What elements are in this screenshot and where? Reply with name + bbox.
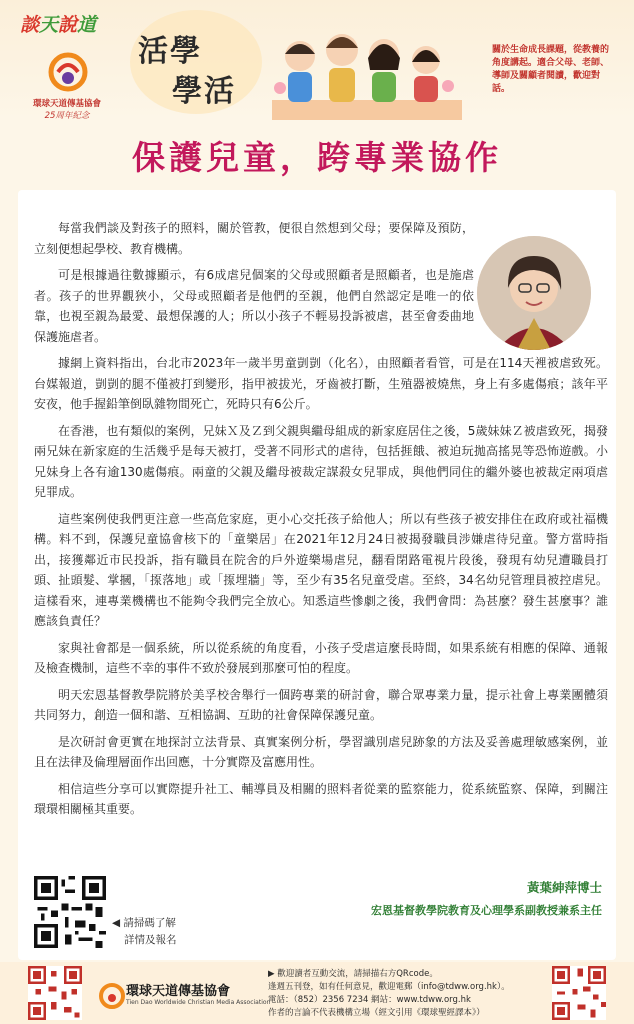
article-paragraph: 在香港，也有類似的案例，兄妹Ｘ及Ｚ到父親與繼母組成的新家庭居住之後，5歲妹妹Ｚ被虐致死，揭發兩兄妹在新家庭的生活幾乎是每天被打，受著不同形式的虐待，包括捱餓、被迫玩拋高搖晃等恐怖遊戲。小兄妹身上各有逾130處傷痕。兩童的父親及繼母被裁定謀殺女兒罪成，與他們同住的繼外婆也被裁定兩項虐兒罪成。 bbox=[34, 423, 608, 499]
registration-qr-code[interactable] bbox=[34, 876, 106, 948]
footer-org-name: 環球天道傳基協會 bbox=[126, 984, 231, 999]
article-paragraph: 這些案例使我們更注意一些高危家庭，更小心交托孩子給他人；所以有些孩子被安排住在政府或社福機構。料不到，保護兒童協會核下的「童樂居」在2021年12月24日被揭發職員涉嫌虐待兒童。警方當時指出，接獲鄰近市民投訴，指有職員在院舍的戶外遊樂場虐兒，翻看閉路電視片段後，發現有幼兒遭職員打頭、扯頭髮、掌摑，「揼落地」或「揼埋牆」等，至少有35名兒童受虐。至終，34名幼兒管理員被控虐兒。這樣看來，連專業機構也不能夠令我們完全放心。知悉這些慘劇之後，我們會問：為甚麼？發生甚麼事？誰應該負責任？ bbox=[34, 511, 608, 628]
article-paragraph: 可是根據過往數據顯示，有6成虐兒個案的父母或照顧者是照顧者，也是施虐者。孩子的世界觀狹小，父母或照顧者是他們的至親，他們自然認定是唯一的依靠，也視至親為最愛、最想保護的人；所以小孩子不輕易投訴被虐，甚至會委曲地保護施虐者。 bbox=[34, 268, 474, 344]
column-title-line2: 學活 bbox=[172, 74, 236, 109]
author-name: 黃葉紳萍博士 bbox=[526, 880, 602, 895]
logo-25-icon bbox=[48, 50, 88, 94]
article-title: 保護兒童，跨專業協作 bbox=[132, 138, 502, 177]
footer-contact: ▶ 歡迎讀者互動交流，請掃描右方QRcode。 逢週五刊登，如有任何意見，歡迎電郵（info@tdww.org.hk）。 電話：（852）2356 7234 網站：www.tdww.org.hk 作者的言論不代表機構立場（經文引用《環球聖經譯本》） bbox=[268, 969, 510, 1018]
article-paragraph: 相信這些分享可以實際提升社工、輔導員及相關的照料者從業的監察能力，從系統監察、保障，到關注環環相關極其重要。 bbox=[34, 781, 608, 816]
tdww-logo bbox=[12, 6, 122, 120]
logo-org-name: 環球天道傳基協會 bbox=[32, 99, 101, 109]
column-title bbox=[130, 8, 270, 120]
column-title-line1: 活學 bbox=[138, 34, 202, 69]
article-body bbox=[34, 218, 608, 826]
footer-org-name-en: Tien Dao Worldwide Christian Media Association bbox=[126, 999, 271, 1006]
logo-anniversary: 25周年紀念 bbox=[44, 111, 90, 121]
article-paragraph: 家與社會都是一個系統，所以從系統的角度看，小孩子受虐這麼長時間，如果系統有相應的保障、通報及檢查機制，這些不幸的事件不致於發展到那麼可怕的程度。 bbox=[34, 640, 608, 675]
article-paragraph: 是次研討會更實在地探討立法背景、真實案例分析，學習識別虐兒跡象的方法及妥善處理敏感案例，並且在法律及倫理層面作出回應，十分實際及富應用性。 bbox=[34, 734, 608, 769]
article-paragraph: 明天宏恩基督教學院將於美孚校舍舉行一個跨專業的研討會，聯合眾專業力量，提示社會上專業團體須共同努力，創造一個和諧、互相協調、互助的社會保障保護兒童。 bbox=[34, 687, 608, 722]
article-paragraph: 每當我們談及對孩子的照料，關於管教，便很自然想到父母；要保障及預防，立刻便想起學校、教育機構。 bbox=[34, 221, 474, 256]
footer-qr-right[interactable] bbox=[552, 966, 606, 1020]
register-note: ◀ 請掃碼了解 詳情及報名 bbox=[112, 917, 177, 946]
author-title: 宏恩基督教學院教育及心理學系副教授兼系主任 bbox=[371, 904, 602, 917]
footer-qr-left[interactable] bbox=[28, 966, 82, 1020]
kids-illustration bbox=[272, 16, 462, 120]
article-paragraph: 據網上資料指出，台北市2023年一歲半男童剴剴（化名），由照顧者看管，可是在114天裡被虐致死。台媒報道，剴剴的腿不僅被打到變形，指甲被拔光，牙齒被打斷，生殖器被燒焦，身上有多處傷痕；該年平安夜，他手握鉛筆倒臥雜物間死亡，死時只有6公斤。 bbox=[34, 356, 608, 411]
logo-script-title: 談天說道 bbox=[20, 14, 97, 36]
column-intro: 關於生命成長課題，從教養的角度講起。適合父母、老師、導師及關顧者閱讀，歡迎對話。 bbox=[492, 45, 610, 94]
